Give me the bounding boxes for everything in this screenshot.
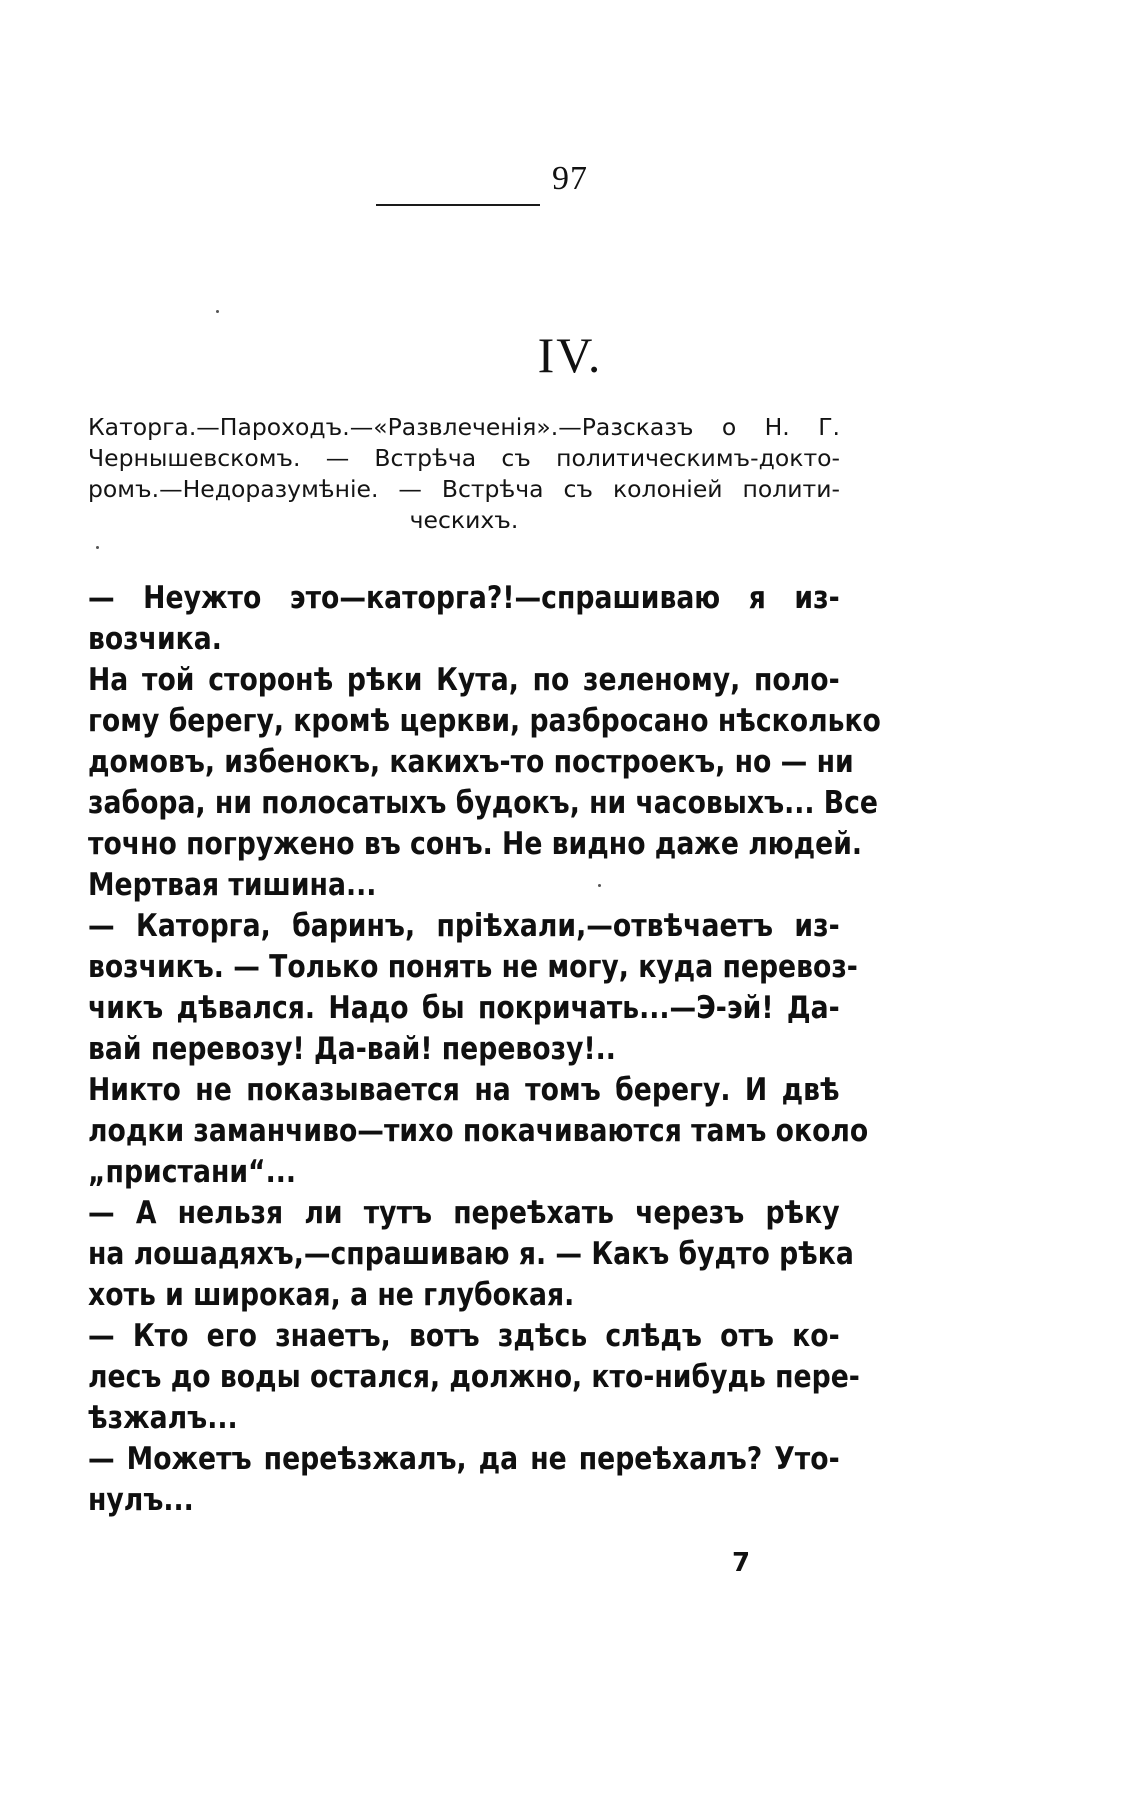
summary-line: ческихъ. — [409, 506, 519, 534]
text-line: на лошадяхъ,—спрашиваю я. — Какъ будто рѣка — [88, 1236, 854, 1272]
chapter-summary — [88, 412, 840, 536]
summary-line: Чернышевскомъ. — Встрѣча съ политическимъ-докто- — [88, 444, 840, 472]
text-line: хоть и широкая, а не глубокая. — [88, 1277, 575, 1313]
text-line: возчика. — [88, 621, 222, 657]
print-speck — [96, 546, 99, 549]
text-line: — Кто его знаетъ, вотъ здѣсь слѣдъ отъ ко- — [88, 1318, 840, 1354]
print-speck — [216, 310, 219, 313]
text-line: чикъ дѣвался. Надо бы покричать...—Э-эй! Да- — [88, 990, 840, 1026]
text-line: лесъ до воды остался, должно, кто-нибудь пере- — [88, 1359, 860, 1395]
body-text — [88, 578, 881, 1521]
text-line: лодки заманчиво—тихо покачиваются тамъ около — [88, 1113, 869, 1149]
text-line: гому берегу, кромѣ церкви, разбросано нѣсколько — [88, 703, 881, 739]
text-line: Никто не показывается на томъ берегу. И двѣ — [88, 1072, 840, 1108]
text-line: забора, ни полосатыхъ будокъ, ни часовыхъ... Все — [88, 785, 878, 821]
text-line: ѣзжалъ... — [88, 1400, 238, 1436]
chapter-heading: IV. — [537, 327, 603, 383]
text-line: домовъ, избенокъ, какихъ-то построекъ, но — ни — [88, 744, 854, 780]
text-line: — Каторга, баринъ, пріѣхали,—отвѣчаетъ из- — [88, 908, 840, 944]
text-line: точно погружено въ сонъ. Не видно даже людей. — [88, 826, 863, 862]
text-line: — Неужто это—каторга?!—спрашиваю я из- — [88, 580, 840, 616]
text-line: Мертвая тишина... — [88, 867, 377, 903]
text-line: нулъ... — [88, 1482, 194, 1518]
text-line: — А нельзя ли тутъ переѣхать черезъ рѣку — [88, 1195, 840, 1231]
text-line: На той сторонѣ рѣки Кута, по зеленому, поло- — [88, 662, 840, 698]
rule-line — [376, 204, 540, 206]
summary-line: Каторга.—Пароходъ.—«Развлеченія».—Разсказъ о Н. Г. — [88, 413, 840, 441]
signature-mark: 7 — [732, 1548, 751, 1578]
text-line: вай перевозу! Да-вай! перевозу!.. — [88, 1031, 616, 1067]
print-speck — [598, 884, 601, 887]
text-line: „пристани“... — [88, 1154, 296, 1190]
summary-line: ромъ.—Недоразумѣніе. — Встрѣча съ колоніей полити- — [88, 475, 840, 503]
page-number: 97 — [552, 160, 588, 197]
text-line: — Можетъ переѣзжалъ, да не переѣхалъ? Уто- — [88, 1441, 840, 1477]
text-line: возчикъ. — Только понять не могу, куда перевоз- — [88, 949, 858, 985]
